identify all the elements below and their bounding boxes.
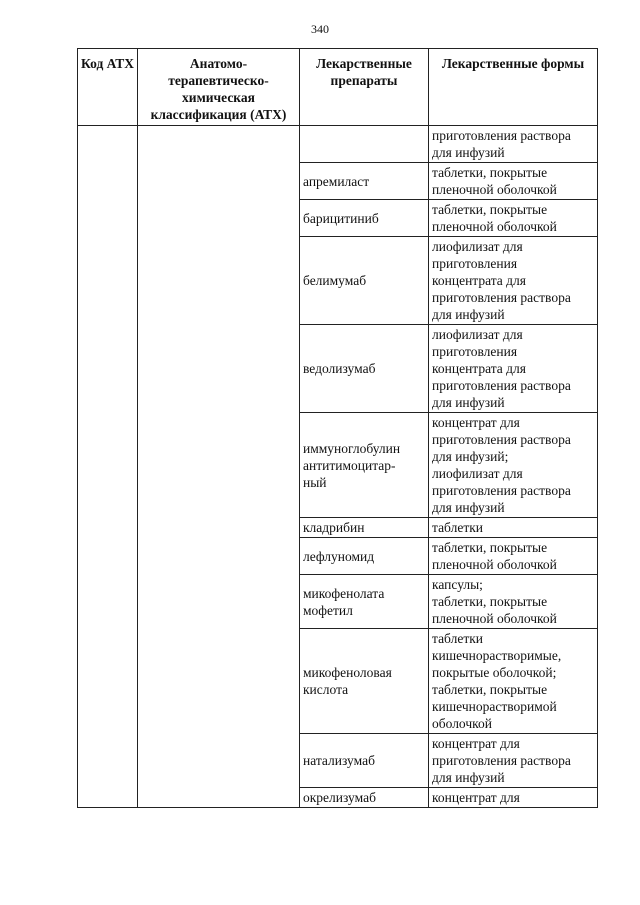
drug-name: ведолизумаб [303, 361, 376, 376]
dosage-form-cell [429, 538, 598, 575]
dosage-form-cell [429, 413, 598, 518]
drug-name-cell [300, 788, 429, 808]
dosage-form-text: таблетки, покрытые пленочной оболочкой [432, 165, 557, 197]
page-number: 340 [311, 22, 329, 36]
drug-name: барицитиниб [303, 210, 379, 226]
drug-name-cell [300, 163, 429, 200]
dosage-form-text: концентрат для приготовления раствора для инфузий; лиофилизат для приготовления раствора для инфузий [432, 415, 571, 515]
dosage-form-cell [429, 629, 598, 734]
header-forms: Лекарственные формы [429, 49, 598, 126]
drug-name: окрелизумаб [303, 790, 376, 805]
drug-name-cell [300, 518, 429, 538]
header-atc-code: Код АТХ [78, 49, 138, 126]
drug-name-cell [300, 237, 429, 325]
drug-name-cell [300, 575, 429, 629]
dosage-form-text: таблетки, покрытые пленочной оболочкой [432, 202, 557, 234]
drug-name-cell [300, 538, 429, 575]
drug-name: апремиласт [303, 173, 370, 189]
dosage-form-cell [429, 518, 598, 538]
drug-name-cell [300, 126, 429, 163]
drug-name-cell [300, 734, 429, 788]
dosage-form-cell [429, 200, 598, 237]
drug-name-cell [300, 200, 429, 237]
dosage-form-cell [429, 575, 598, 629]
dosage-form-text: таблетки, покрытые пленочной оболочкой [432, 540, 557, 572]
atc-code-cell [78, 126, 138, 808]
dosage-form-text: капсулы; таблетки, покрытые пленочной оболочкой [432, 577, 557, 626]
drug-name-cell [300, 413, 429, 518]
drug-name: иммуноглобулин антитимоцитар- ный [303, 440, 401, 490]
dosage-form-text: таблетки [432, 520, 484, 535]
header-drugs: Лекарственные препараты [300, 49, 429, 126]
dosage-form-cell [429, 734, 598, 788]
dosage-form-text: таблетки кишечнорастворимые, покрытые оболочкой; таблетки, покрытые кишечнорастворимой оболочкой [432, 631, 562, 731]
drug-name: кладрибин [303, 520, 365, 535]
atc-classification-cell [138, 126, 300, 808]
dosage-form-cell [429, 126, 598, 163]
drug-name: лефлуномид [303, 548, 375, 564]
dosage-form-text: лиофилизат для приготовления концентрата для приготовления раствора для инфузий [432, 239, 571, 322]
drug-name: натализумаб [303, 753, 375, 768]
drug-name: белимумаб [303, 273, 367, 288]
table-body [78, 126, 598, 808]
dosage-form-text: приготовления раствора для инфузий [432, 128, 571, 160]
dosage-form-text: концентрат для [432, 790, 520, 805]
drug-name-cell [300, 629, 429, 734]
table-header-row [78, 49, 598, 126]
drug-name: микофеноловая кислота [303, 665, 392, 697]
drug-table [77, 48, 598, 808]
drug-name: микофенолата мофетил [303, 585, 385, 618]
table-row [78, 126, 598, 163]
dosage-form-cell [429, 237, 598, 325]
dosage-form-cell [429, 788, 598, 808]
dosage-form-cell [429, 325, 598, 413]
dosage-form-text: концентрат для приготовления раствора для инфузий [432, 736, 571, 785]
header-atc-classification: Анатомо-терапевтическо-химическая классификация (АТХ) [138, 49, 300, 126]
dosage-form-cell [429, 163, 598, 200]
dosage-form-text: лиофилизат для приготовления концентрата для приготовления раствора для инфузий [432, 327, 571, 410]
drug-name-cell [300, 325, 429, 413]
